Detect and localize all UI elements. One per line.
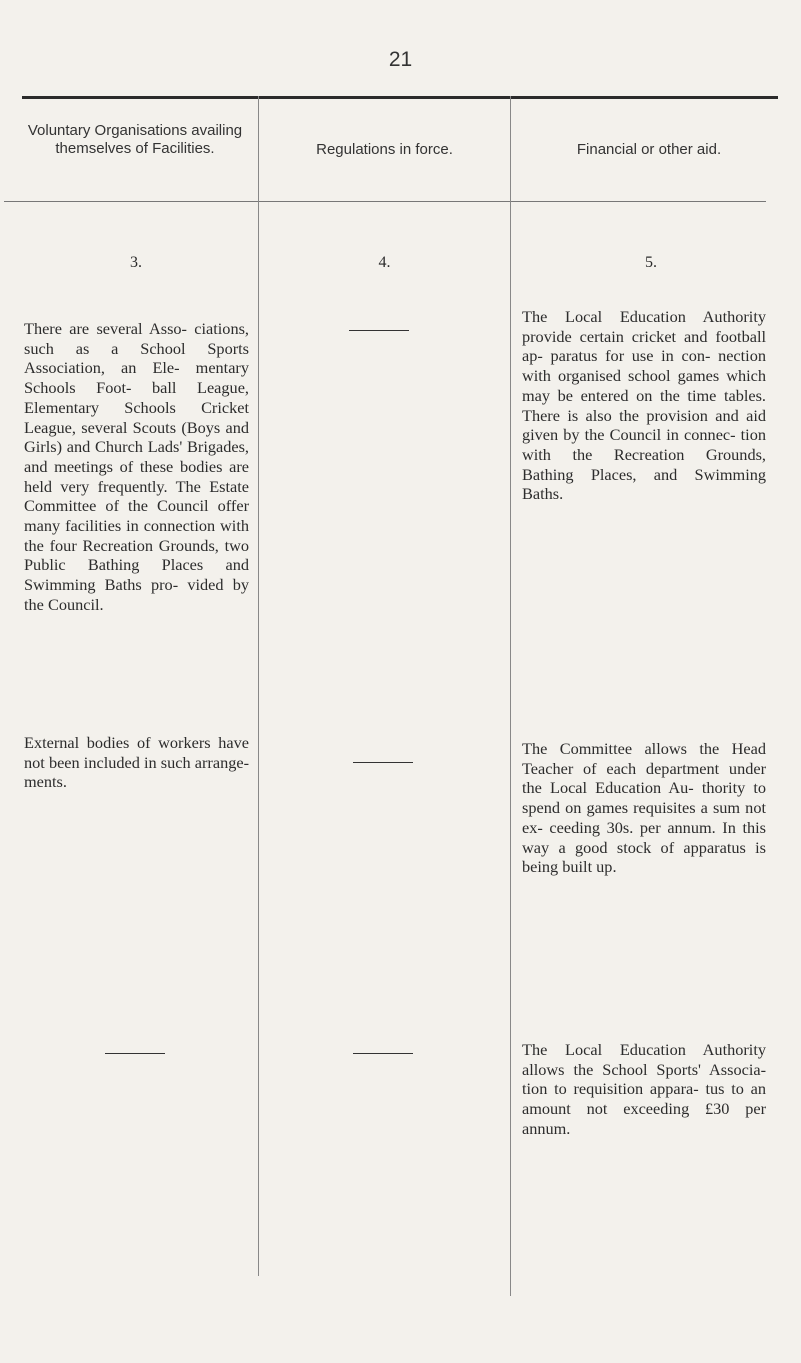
row1-aid-text: The Local Education Authority provide certain cricket and football ap- paratus for use in con- nection with organised school games which may be entered on the time tables. There is also the provision and aid given by the Council in connec- tion with the Recreation Grounds, Bathing Places, and Swimming Baths. (522, 307, 766, 504)
column-divider-1 (258, 96, 259, 1276)
page-number: 21 (388, 48, 413, 71)
column-number-4: 4. (378, 254, 391, 271)
header-voluntary-organisations: Voluntary Organisations availing themselves of Facilities. (27, 122, 243, 157)
row2-aid-text: The Committee allows the Head Teacher of each department under the Local Education Au- thority to spend on games requisites a sum not ex- ceeding 30s. per annum. In this way a good stock of apparatus is being built up. (522, 739, 766, 877)
table-top-rule (22, 96, 778, 99)
header-financial-aid: Financial or other aid. (576, 141, 722, 158)
row3-organisations-dash (105, 1053, 165, 1054)
column-number-3: 3. (130, 254, 142, 271)
column-divider-2 (510, 96, 511, 1296)
row2-regulations-dash (353, 762, 413, 763)
header-regulations: Regulations in force. (316, 141, 453, 158)
row3-aid-text: The Local Education Authority allows the School Sports' Associa- tion to requisition appara- tus to an amount not exceeding £30 per annum. (522, 1040, 766, 1138)
header-divider-rule (4, 201, 766, 202)
row2-organisations-text: External bodies of workers have not been included in such arrange- ments. (24, 733, 249, 792)
row1-organisations-text: There are several Asso- ciations, such as a School Sports Association, an Ele- mentary Schools Foot- ball League, Elementary Schools Cricket League, several Scouts (Boys and Girls) and Church Lads' Brigades, and meetings of these bodies are held very frequently. The Estate Committee of the Council offer many facilities in connection with the four Recreation Grounds, two Public Bathing Places and Swimming Baths pro- vided by the Council. (24, 319, 249, 614)
column-number-5: 5. (645, 254, 657, 271)
row3-regulations-dash (353, 1053, 413, 1054)
row1-regulations-dash (349, 330, 409, 331)
